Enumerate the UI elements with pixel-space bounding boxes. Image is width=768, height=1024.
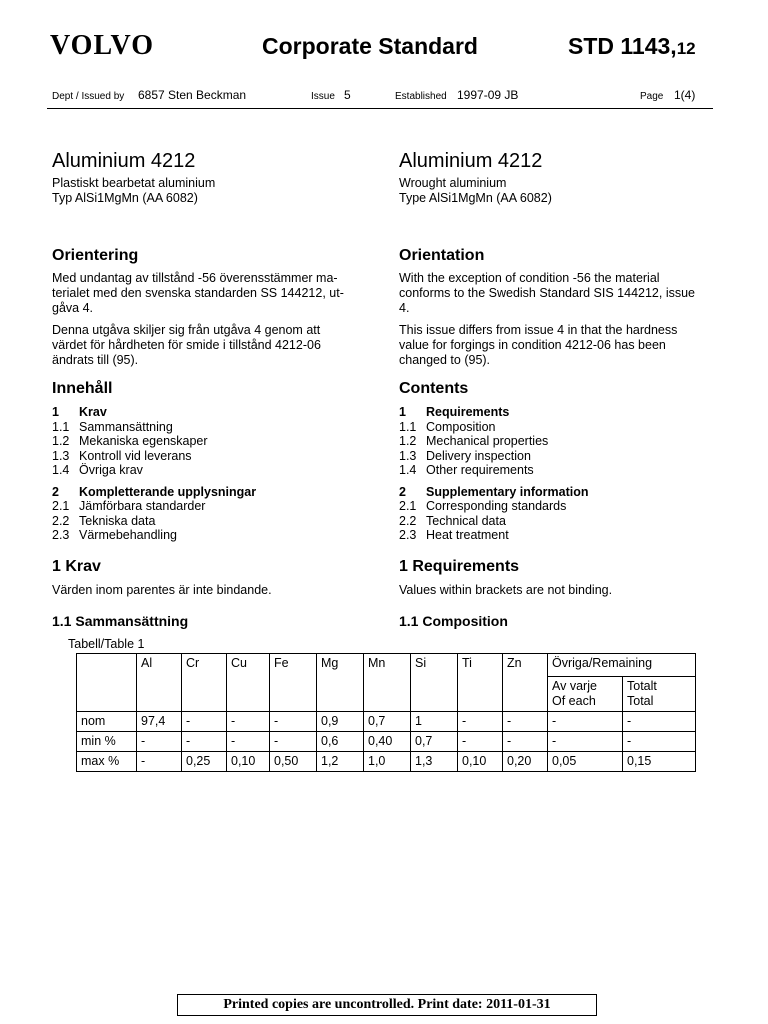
toc-item: 2.2 Tekniska data (52, 513, 156, 528)
table-cell: 0,10 (227, 752, 270, 772)
table-header-cell: Zn (503, 654, 548, 712)
table-cell: - (137, 732, 182, 752)
right-requirements-text: Values within brackets are not binding. (399, 583, 613, 597)
table-header-cell: Mn (364, 654, 411, 712)
table-row-label: nom (77, 712, 137, 732)
table-cell: 1,0 (364, 752, 411, 772)
toc-item: 1.3 Delivery inspection (399, 448, 531, 463)
toc-item: 1.2 Mekaniska egenskaper (52, 434, 208, 448)
table-header-cell: Cu (227, 654, 270, 712)
right-subtitle-1: Wrought aluminium (399, 176, 507, 190)
established-label: Established (395, 91, 447, 102)
table-header-total: Totalt Total (623, 677, 696, 712)
left-title-block (52, 150, 362, 206)
composition-table (76, 653, 696, 772)
right-contents-heading: Contents (399, 380, 469, 397)
table-cell: 0,50 (270, 752, 317, 772)
page-value: 1(4) (674, 88, 696, 102)
issue-label: Issue (311, 91, 335, 102)
table-cell: - (458, 712, 503, 732)
table-cell: 1,2 (317, 752, 364, 772)
table-cell: - (270, 732, 317, 752)
table-cell: - (182, 732, 227, 752)
print-notice: Printed copies are uncontrolled. Print date: 2011-01-31 (177, 994, 597, 1016)
table-cell: - (503, 712, 548, 732)
dept-label: Dept / Issued by (52, 91, 125, 102)
left-orientation-heading: Orientering (52, 247, 139, 264)
right-requirements-heading: 1 Requirements (399, 558, 520, 575)
table-row (77, 752, 696, 772)
table-cell: 0,9 (317, 712, 364, 732)
table-cell: - (623, 712, 696, 732)
left-subtitle-1: Plastiskt bearbetat aluminium (52, 176, 216, 190)
table-row (77, 732, 696, 752)
table-label: Tabell/Table 1 (68, 637, 145, 651)
table-cell: - (227, 732, 270, 752)
right-toc (399, 405, 714, 543)
left-composition-heading: 1.1 Sammansättning (52, 613, 189, 629)
table-cell: - (137, 752, 182, 772)
toc-item: 2.1 Corresponding standards (399, 499, 567, 513)
table-cell: 0,7 (364, 712, 411, 732)
toc-item: 2.3 Heat treatment (399, 528, 509, 542)
left-contents-section (52, 379, 362, 543)
right-composition-heading: 1.1 Composition (399, 613, 508, 629)
left-requirements-text: Värden inom parentes är inte bindande. (52, 583, 272, 597)
table-header-each: Av varje Of each (548, 677, 623, 712)
left-title: Aluminium 4212 (52, 150, 196, 172)
right-title: Aluminium 4212 (399, 150, 543, 172)
right-contents-section (399, 379, 714, 543)
toc-item: 1.3 Kontroll vid leverans (52, 448, 192, 463)
right-requirements-section (399, 557, 714, 598)
table-cell: 0,6 (317, 732, 364, 752)
table-cell: - (458, 732, 503, 752)
table-header-cell: Ti (458, 654, 503, 712)
table-cell: 0,20 (503, 752, 548, 772)
right-title-block (399, 150, 714, 206)
toc-item: 2.1 Jämförbara standarder (52, 499, 206, 513)
toc-item: 1 Krav (52, 405, 107, 419)
left-requirements-heading: 1 Krav (52, 558, 101, 575)
table-cell: 0,40 (364, 732, 411, 752)
left-orientation-section (52, 246, 362, 368)
table-header-cell: Al (137, 654, 182, 712)
established-value: 1997-09 JB (457, 88, 519, 102)
left-composition-heading-block (52, 612, 362, 630)
right-subtitle-2: Type AlSi1MgMn (AA 6082) (399, 191, 552, 205)
standard-number-main: STD 1143, (568, 33, 677, 59)
page-label: Page (640, 91, 664, 102)
table-header-row (77, 654, 696, 677)
table-cell: - (182, 712, 227, 732)
table-cell: 0,10 (458, 752, 503, 772)
toc-item: 1 Requirements (399, 405, 510, 419)
table-cell: 97,4 (137, 712, 182, 732)
header-divider (47, 108, 713, 109)
right-composition-heading-block (399, 612, 714, 630)
left-orientation-para-2: Denna utgåva skiljer sig från utgåva 4 genom att värdet för hårdheten för smide i tillstånd 4212-06 ändrats till (95). (52, 323, 321, 367)
document-type-title: Corporate Standard (262, 33, 478, 59)
left-subtitle-2: Typ AlSi1MgMn (AA 6082) (52, 191, 198, 205)
toc-item: 2.2 Technical data (399, 513, 506, 528)
toc-item: 1.4 Övriga krav (52, 463, 143, 477)
toc-item: 1.4 Other requirements (399, 463, 534, 477)
table-cell: - (548, 732, 623, 752)
table-row-label: min % (77, 732, 137, 752)
table-cell: - (270, 712, 317, 732)
table-cell: - (503, 732, 548, 752)
table-cell: - (227, 712, 270, 732)
left-orientation-para-1: Med undantag av tillstånd -56 överensstämmer ma- terialet med den svenska standarden SS 144212, ut- gåva 4. (52, 271, 344, 315)
table-cell: 0,15 (623, 752, 696, 772)
table-header-cell: Fe (270, 654, 317, 712)
left-toc (52, 405, 362, 543)
table-cell: 0,7 (411, 732, 458, 752)
table-cell: 1,3 (411, 752, 458, 772)
right-orientation-section (399, 246, 714, 368)
table-cell: - (623, 732, 696, 752)
toc-item: 2.3 Värmebehandling (52, 528, 177, 542)
table-cell: 1 (411, 712, 458, 732)
standard-number (568, 31, 696, 64)
table-header-cell: Cr (182, 654, 227, 712)
toc-item: 2 Supplementary information (399, 484, 589, 499)
volvo-logo: VOLVO (50, 30, 154, 61)
right-orientation-para-1: With the exception of condition -56 the material conforms to the Swedish Standard SIS 144212, issue 4. (399, 271, 696, 315)
table-cell: 0,05 (548, 752, 623, 772)
table-header-cell: Mg (317, 654, 364, 712)
standard-version: 12 (676, 39, 696, 58)
table-header-cell: Si (411, 654, 458, 712)
table-row-label: max % (77, 752, 137, 772)
toc-item: 1.1 Composition (399, 419, 496, 434)
table-cell: - (548, 712, 623, 732)
right-orientation-heading: Orientation (399, 247, 485, 264)
toc-item: 1.1 Sammansättning (52, 419, 173, 434)
right-orientation-para-2: This issue differs from issue 4 in that the hardness value for forgings in condition 4212-06 has been changed to (95). (399, 323, 678, 367)
toc-item: 1.2 Mechanical properties (399, 434, 549, 448)
left-contents-heading: Innehåll (52, 380, 113, 397)
left-requirements-section (52, 557, 362, 598)
table-row (77, 712, 696, 732)
dept-value: 6857 Sten Beckman (138, 88, 247, 102)
toc-item: 2 Kompletterande upplysningar (52, 484, 257, 499)
table-cell: 0,25 (182, 752, 227, 772)
table-corner-cell (77, 654, 137, 712)
table-header-remaining: Övriga/Remaining (548, 654, 696, 677)
issue-value: 5 (344, 88, 351, 102)
